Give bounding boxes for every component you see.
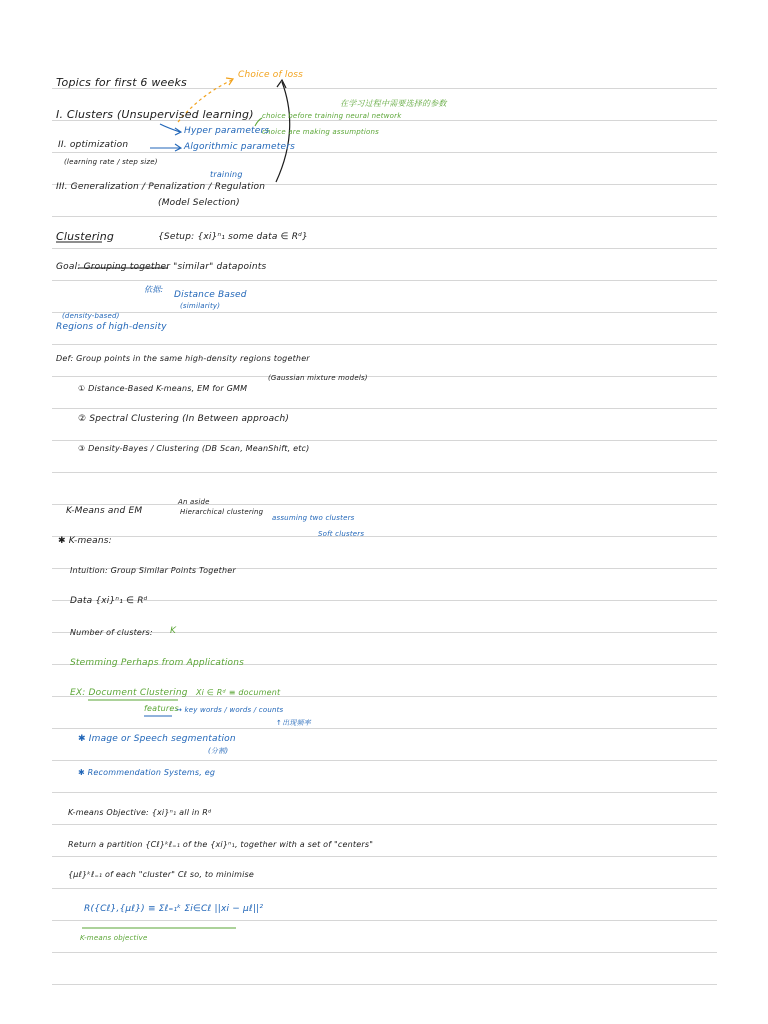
ruled-line — [52, 312, 717, 313]
ruled-line — [52, 760, 717, 761]
similarity-note: (similarity) — [180, 302, 221, 310]
ruled-line — [52, 248, 717, 249]
soft-clusters: Soft clusters — [318, 530, 365, 538]
topic-optimization: II. optimization — [58, 140, 129, 150]
choice-of-loss-note: Choice of loss — [238, 70, 304, 80]
method-spectral: ② Spectral Clustering (In Between approach) — [78, 414, 290, 424]
xi-document: Xi ∈ Rᵈ ≡ document — [196, 688, 281, 697]
number-of-clusters-label: Number of clusters: — [70, 628, 153, 637]
ruled-line — [52, 280, 717, 281]
gmm-note: (Gaussian mixture models) — [268, 374, 368, 382]
ruled-line — [52, 504, 717, 505]
topics-title: Topics for first 6 weeks — [56, 76, 187, 89]
cn-basis-note: 依据: — [144, 285, 164, 294]
kmeans-objective-label: K-means objective — [80, 934, 148, 942]
regions-high-density: Regions of high-density — [56, 322, 167, 332]
ruled-line — [52, 440, 717, 441]
data-definition: Data {xi}ⁿ₁ ∈ Rᵈ — [70, 596, 148, 606]
return-partition: Return a partition {Cℓ}ᵏℓ₌₁ of the {xi}ⁿ₁, together with a set of "centers" — [68, 840, 374, 849]
clustering-goal: Goal: Grouping together "similar" datapoints — [56, 262, 267, 272]
clustering-setup: {Setup: {xi}ⁿ₁ some data ∈ Rᵈ} — [158, 232, 308, 242]
ruled-line — [52, 856, 717, 857]
method-distance-based: ① Distance-Based K-means, EM for GMM — [78, 384, 248, 393]
ruled-line — [52, 824, 717, 825]
assuming-two-clusters: assuming two clusters — [272, 514, 355, 522]
number-of-clusters-value: K — [170, 626, 177, 636]
topic-generalization: III. Generalization / Penalization / Regulation — [56, 182, 266, 192]
ruled-line — [52, 728, 717, 729]
hierarchical-note: Hierarchical clustering — [180, 508, 264, 516]
kmeans-objective-heading: K-means Objective: {xi}ⁿ₁ all in Rᵈ — [68, 808, 212, 817]
objective-formula: R({Cℓ},{μℓ}) ≡ Σℓ₌₁ᵏ Σi∈Cℓ ||xi − μℓ||² — [84, 904, 264, 914]
distance-based: Distance Based — [174, 290, 247, 300]
kmeans-heading: ✱ K-means: — [58, 536, 112, 546]
algorithmic-parameters: Algorithmic parameters — [184, 142, 295, 152]
an-aside-note: An aside — [178, 498, 210, 506]
ruled-line — [52, 376, 717, 377]
ruled-line — [52, 152, 717, 153]
ruled-line — [52, 792, 717, 793]
ruled-line — [52, 888, 717, 889]
hyper-parameters: Hyper parameters — [184, 126, 270, 136]
clustering-heading: Clustering — [56, 230, 115, 243]
ruled-line — [52, 472, 717, 473]
kmeans-em-heading: K-Means and EM — [66, 506, 143, 516]
features-detail: → key words / words / counts — [176, 706, 284, 714]
features-label: features — [144, 704, 179, 713]
model-selection: (Model Selection) — [158, 198, 240, 208]
recommendation-systems: ✱ Recommendation Systems, eg — [78, 768, 216, 777]
ruled-line — [52, 952, 717, 953]
ruled-line — [52, 984, 717, 985]
ruled-line — [52, 600, 717, 601]
training-label: training — [210, 170, 243, 179]
choice-before-training-note: choice before training neural network — [262, 112, 402, 120]
density-based-note: (density-based) — [62, 312, 120, 320]
definition-group: Def: Group points in the same high-density regions together — [56, 354, 310, 363]
stemming-applications: Stemming Perhaps from Applications — [70, 658, 245, 668]
intuition: Intuition: Group Similar Points Together — [70, 566, 236, 575]
topic-clusters: I. Clusters (Unsupervised learning) — [56, 108, 254, 121]
example-document-clustering: EX: Document Clustering — [70, 688, 188, 698]
chinese-note: 在学习过程中需要选择的参数 — [340, 99, 447, 108]
ruled-line — [52, 408, 717, 409]
image-speech-segmentation: ✱ Image or Speech segmentation — [78, 734, 236, 744]
cn-segmentation: (分割) — [208, 747, 229, 755]
cn-word-frequency: ↑出现频率 — [276, 719, 311, 727]
each-cluster: {μℓ}ᵏℓ₌₁ of each "cluster" Cℓ so, to minimise — [68, 870, 255, 879]
ruled-line — [52, 536, 717, 537]
ruled-line — [52, 344, 717, 345]
ruled-line — [52, 216, 717, 217]
choice-assumptions-note: choice are making assumptions — [262, 128, 379, 136]
learning-rate-note: (learning rate / step size) — [64, 158, 158, 166]
ruled-line — [52, 920, 717, 921]
method-density: ③ Density-Bayes / Clustering (DB Scan, MeanShift, etc) — [78, 444, 310, 453]
